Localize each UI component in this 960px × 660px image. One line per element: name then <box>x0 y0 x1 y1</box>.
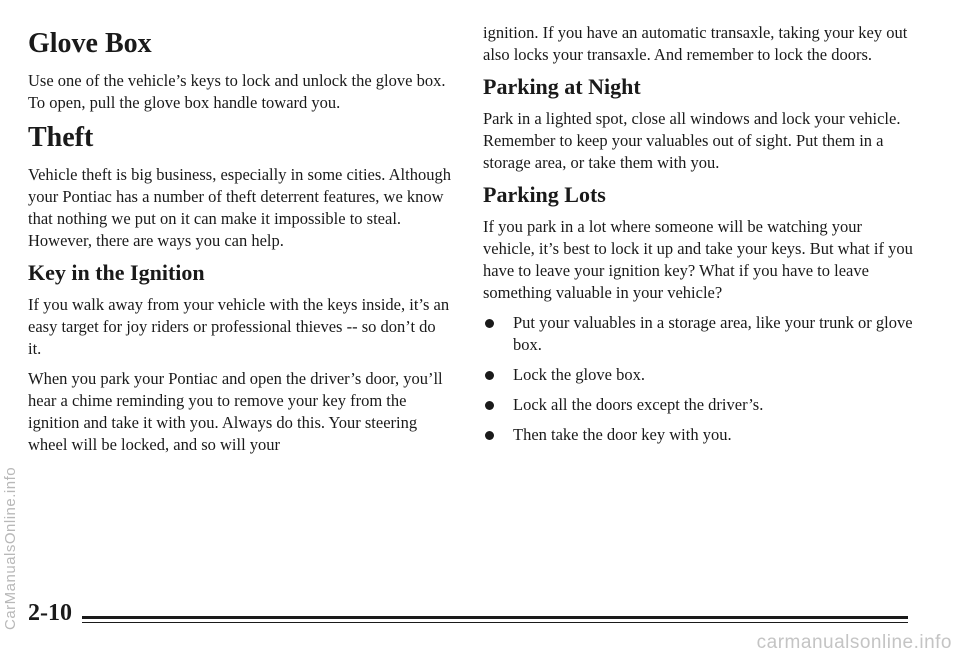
list-item-text: Lock all the doors except the driver’s. <box>513 395 764 414</box>
continued-text: ignition. If you have an automatic transaxle, taking your key out also locks your transaxle. And remember to lock the doors. <box>483 23 908 64</box>
theft-text: Vehicle theft is big business, especially in some cities. Although your Pontiac has a number of theft deterrent features, we know that nothing we put on it can make it impossible to steal. However, there are ways you can help. <box>28 165 451 250</box>
list-item-text: Put your valuables in a storage area, like your trunk or glove box. <box>513 313 913 354</box>
left-column <box>28 22 453 464</box>
key-in-ignition-heading: Key in the Ignition <box>28 260 205 285</box>
footer-rule-thin <box>82 622 908 623</box>
footer-rule-thick <box>82 616 908 619</box>
key-in-ignition-text-1: If you walk away from your vehicle with the keys inside, it’s an easy target for joy riders or professional thieves -- so don’t do it. <box>28 295 450 358</box>
glove-box-heading: Glove Box <box>28 28 152 59</box>
list-item <box>483 424 913 446</box>
key-in-ignition-text-2: When you park your Pontiac and open the driver’s door, you’ll hear a chime reminding you to remove your key from the ignition and take it with you. Always do this. Your steering wheel will be locked, and so will your <box>28 369 443 454</box>
glove-box-text: Use one of the vehicle’s keys to lock and unlock the glove box. To open, pull the glove box handle toward you. <box>28 71 446 112</box>
right-column <box>483 22 913 454</box>
parking-lots-heading: Parking Lots <box>483 182 606 207</box>
parking-lots-text: If you park in a lot where someone will be watching your vehicle, it’s best to lock it up and take your keys. But what if you have to leave your ignition key? What if you have to leave something valuable in your vehicle? <box>483 217 913 302</box>
bullet-icon <box>485 431 494 440</box>
parking-at-night-heading: Parking at Night <box>483 74 641 99</box>
list-item <box>483 312 913 356</box>
bullet-icon <box>485 401 494 410</box>
bottom-watermark: carmanualsonline.info <box>756 632 952 653</box>
list-item <box>483 364 913 386</box>
list-item <box>483 394 913 416</box>
bullet-icon <box>485 371 494 380</box>
page-footer <box>28 600 908 630</box>
side-watermark: CarManualsOnline.info <box>2 466 19 630</box>
list-item-text: Lock the glove box. <box>513 365 645 384</box>
bullet-icon <box>485 319 494 328</box>
parking-at-night-text: Park in a lighted spot, close all windows and lock your vehicle. Remember to keep your valuables out of sight. Put them in a storage area, or take them with you. <box>483 109 901 172</box>
page-number: 2-10 <box>28 600 72 626</box>
theft-heading: Theft <box>28 122 94 153</box>
parking-lots-list <box>483 312 913 446</box>
list-item-text: Then take the door key with you. <box>513 425 732 444</box>
